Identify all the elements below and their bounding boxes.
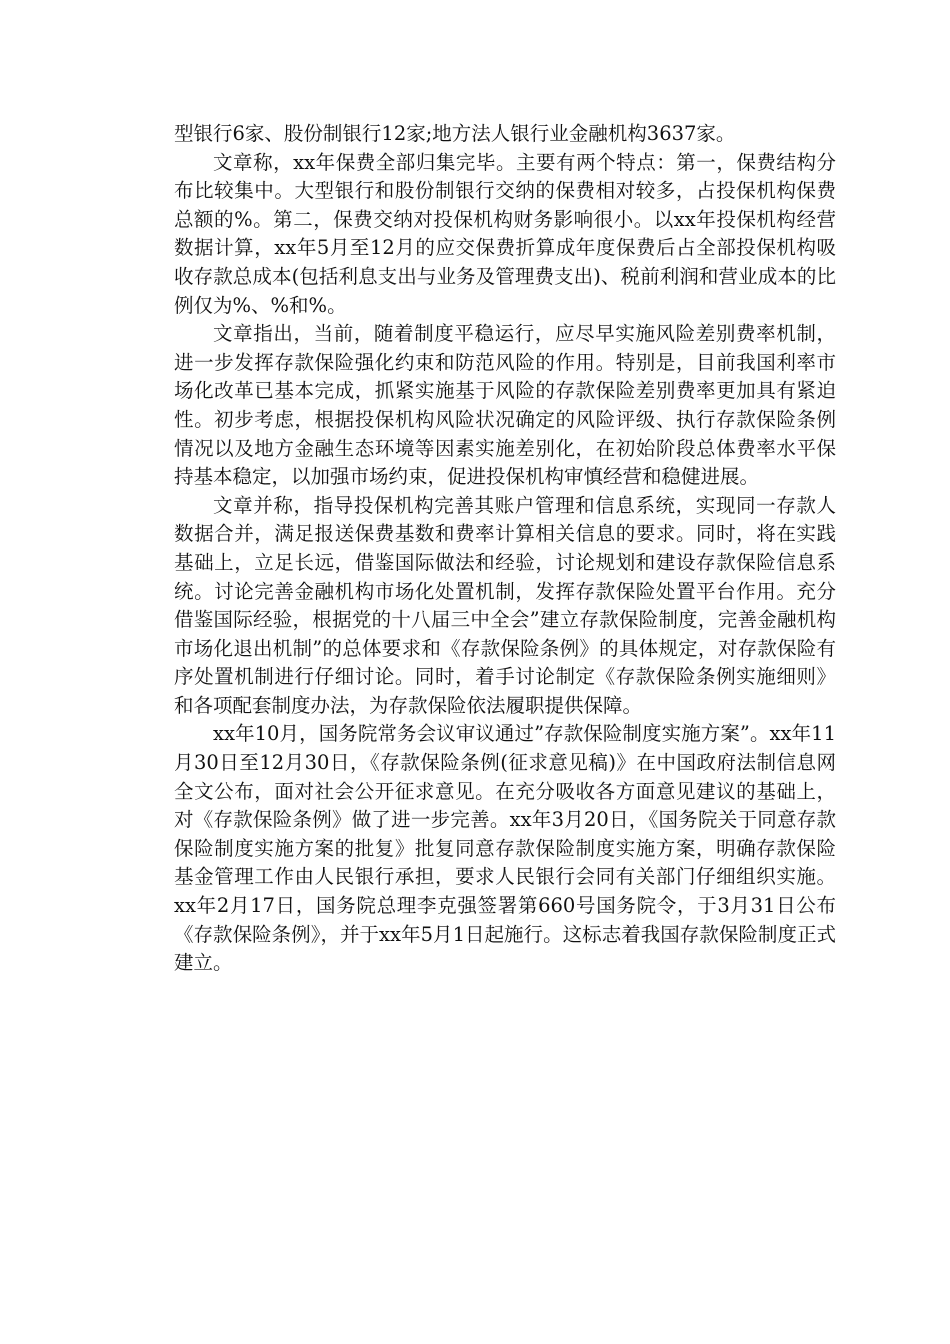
paragraph-risk-differential-rates: 文章指出，当前，随着制度平稳运行，应尽早实施风险差别费率机制，进一步发挥存款保险强化约束和防范风险的作用。特别是，目前我国利率市场化改革已基本完成，抓紧实施基于风险的存款保险差别费率更加具有紧迫性。初步考虑，根据投保机构风险状况确定的风险评级、执行存款保险条例情况以及地方金融生态环境等因素实施差别化，在初始阶段总体费率水平保持基本稳定，以加强市场约束，促进投保机构审慎经营和稳健进展。 [174,322,836,489]
paragraph-system-history: xx年10月，国务院常务会议审议通过”存款保险制度实施方案”。xx年11月30日至12月30日，《存款保险条例(征求意见稿)》在中国政府法制信息网全文公布，面对社会公开征求意见。在充分吸收各方面意见建议的基础上，对《存款保险条例》做了进一步完善。xx年3月20日，《国务院关于同意存款保险制度实施方案的批复》批复同意存款保险制度实施方案，明确存款保险基金管理工作由人民银行承担，要求人民银行会同有关部门仔细组织实施。xx年2月17日，国务院总理李克强签署第660号国务院令，于3月31日公布《存款保险条例》，并于xx年5月1日起施行。这标志着我国存款保险制度正式建立。 [174,722,836,975]
paragraph-continued: 型银行6家、股份制银行12家;地方法人银行业金融机构3637家。 [174,122,736,145]
document-body [174,120,836,978]
paragraph-account-management: 文章并称，指导投保机构完善其账户管理和信息系统，实现同一存款人数据合并，满足报送保费基数和费率计算相关信息的要求。同时，将在实践基础上，立足长远，借鉴国际做法和经验，讨论规划和建设存款保险信息系统。讨论完善金融机构市场化处置机制，发挥存款保险处置平台作用。充分借鉴国际经验，根据党的十八届三中全会”建立存款保险制度，完善金融机构市场化退出机制”的总体要求和《存款保险条例》的具体规定，对存款保险有序处置机制进行仔细讨论。同时，着手讨论制定《存款保险条例实施细则》和各项配套制度办法，为存款保险依法履职提供保障。 [174,493,836,717]
paragraph-premium-collection: 文章称，xx年保费全部归集完毕。主要有两个特点：第一，保费结构分布比较集中。大型银行和股份制银行交纳的保费相对较多，占投保机构保费总额的%。第二，保费交纳对投保机构财务影响很小。以xx年投保机构经营数据计算，xx年5月至12月的应交保费折算成年度保费后占全部投保机构吸收存款总成本(包括利息支出与业务及管理费支出)、税前利润和营业成本的比例仅为%、%和%。 [174,150,836,317]
